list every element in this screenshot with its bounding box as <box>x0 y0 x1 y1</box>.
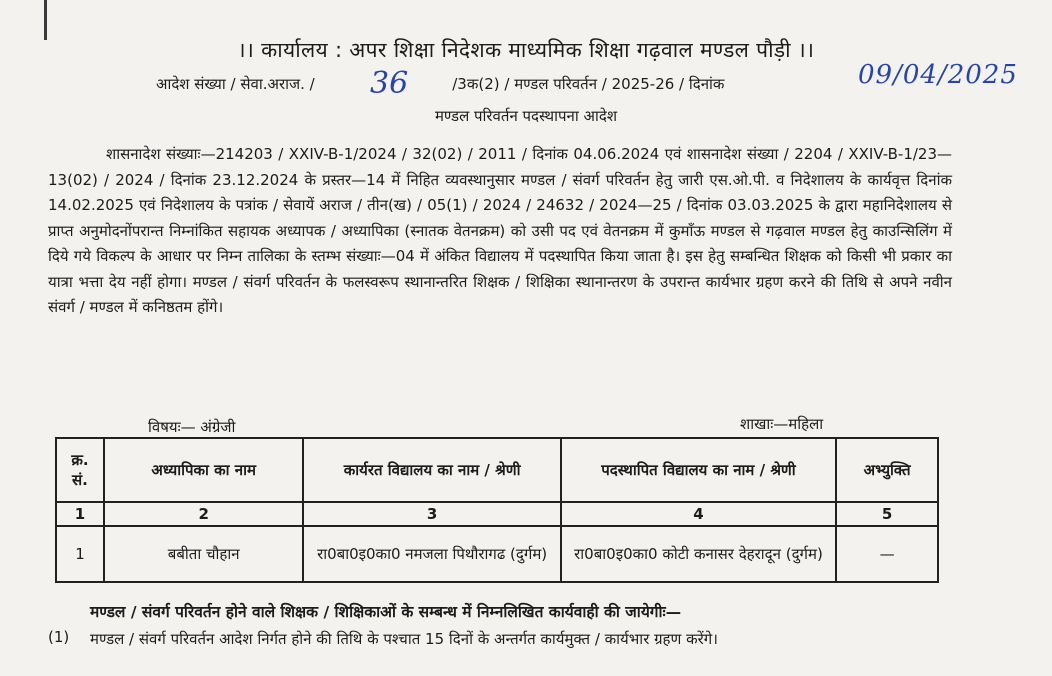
action-item-number: (1) <box>48 628 70 646</box>
header-posted-school: पदस्थापित विद्यालय का नाम / श्रेणी <box>561 438 836 502</box>
row-remarks: — <box>836 526 938 582</box>
row-serial: 1 <box>56 526 104 582</box>
subject-label: विषयः— अंग्रेजी <box>148 418 236 436</box>
branch-label: शाखाः—महिला <box>740 415 824 433</box>
table-header-row <box>56 438 938 502</box>
column-number: 3 <box>303 502 560 526</box>
order-body-paragraph: शासनादेश संख्याः—214203 / XXIV-B-1/2024 / 32(02) / 2011 / दिनांक 04.06.2024 एवं शासनादेश संख्या / 2204 / XXIV-B-1/23—13(02) / 2024 / दिनांक 23.12.2024 के प्रस्तर—14 में निहित व्यवस्थानुसार मण्डल / संवर्ग परिवर्तन हेतु जारी एस.ओ.पी. व निदेशालय के कार्यवृत्त दिनांक 14.02.2025 एवं निदेशालय के पत्रांक / सेवायें अराज / तीन(ख) / 05(1) / 2024 / 24632 / 2024—25 / दिनांक 03.03.2025 के द्वारा महानिदेशालय से प्राप्त अनुमोदनोंपरान्त निम्नांकित सहायक अध्यापक / अध्यापिका (स्नातक वेतनक्रम) को उसी पद एवं वेतनक्रम में कुमाँऊ मण्डल से गढ़वाल मण्डल हेतु काउन्सिलिंग में दिये गये विकल्प के आधार पर निम्न तालिका के स्तम्भ संख्याः—04 में अंकित विद्यालय में पदस्थापित किया जाता है। इस हेतु सम्बन्धित शिक्षक को किसी भी प्रकार का यात्रा भत्ता देय नहीं होगा। मण्डल / संवर्ग परिवर्तन के फलस्वरूप स्थानान्तरित शिक्षक / शिक्षिका स्थानान्तरण के उपरान्त कार्यभार ग्रहण करने की तिथि से अपने नवीन संवर्ग / मण्डल में कनिष्ठतम होंगे। <box>48 145 952 316</box>
column-number: 5 <box>836 502 938 526</box>
header-teacher-name: अध्यापिका का नाम <box>104 438 304 502</box>
page-margin-mark <box>44 0 47 40</box>
row-teacher-name: बबीता चौहान <box>104 526 304 582</box>
table-row <box>56 526 938 582</box>
posting-table <box>55 437 939 583</box>
header-remarks: अभ्युक्ति <box>836 438 938 502</box>
header-current-school: कार्यरत विद्यालय का नाम / श्रेणी <box>303 438 560 502</box>
order-reference-line <box>156 74 724 94</box>
row-current-school: रा0बा0इ0का0 नमजला पिथौरागढ (दुर्गम) <box>303 526 560 582</box>
header-serial: क्र. सं. <box>56 438 104 502</box>
office-title: ।। कार्यालय : अपर शिक्षा निदेशक माध्यमिक शिक्षा गढ़वाल मण्डल पौड़ी ।। <box>237 38 815 62</box>
column-number: 2 <box>104 502 304 526</box>
action-item-text: मण्डल / संवर्ग परिवर्तन आदेश निर्गत होने की तिथि के पश्चात 15 दिनों के अन्तर्गत कार्यमुक्त / कार्यभार ग्रहण करेंगे। <box>90 630 718 648</box>
order-suffix: /3क(2) / मण्डल परिवर्तन / 2025-26 / दिनांक <box>452 75 725 93</box>
column-number-row <box>56 502 938 526</box>
order-prefix: आदेश संख्या / सेवा.अराज. / <box>156 75 315 93</box>
column-number: 4 <box>561 502 836 526</box>
order-subtitle: मण्डल परिवर्तन पदस्थापना आदेश <box>434 107 618 125</box>
row-posted-school: रा0बा0इ0का0 कोटी कनासर देहरादून (दुर्गम) <box>561 526 836 582</box>
handwritten-order-number: 36 <box>370 66 409 101</box>
actions-heading: मण्डल / संवर्ग परिवर्तन होने वाले शिक्षक / शिक्षिकाओं के सम्बन्ध में निम्नलिखित कार्यवाही की जायेगीः— <box>90 603 682 621</box>
handwritten-order-date: 09/04/2025 <box>858 60 1018 90</box>
column-number: 1 <box>56 502 104 526</box>
